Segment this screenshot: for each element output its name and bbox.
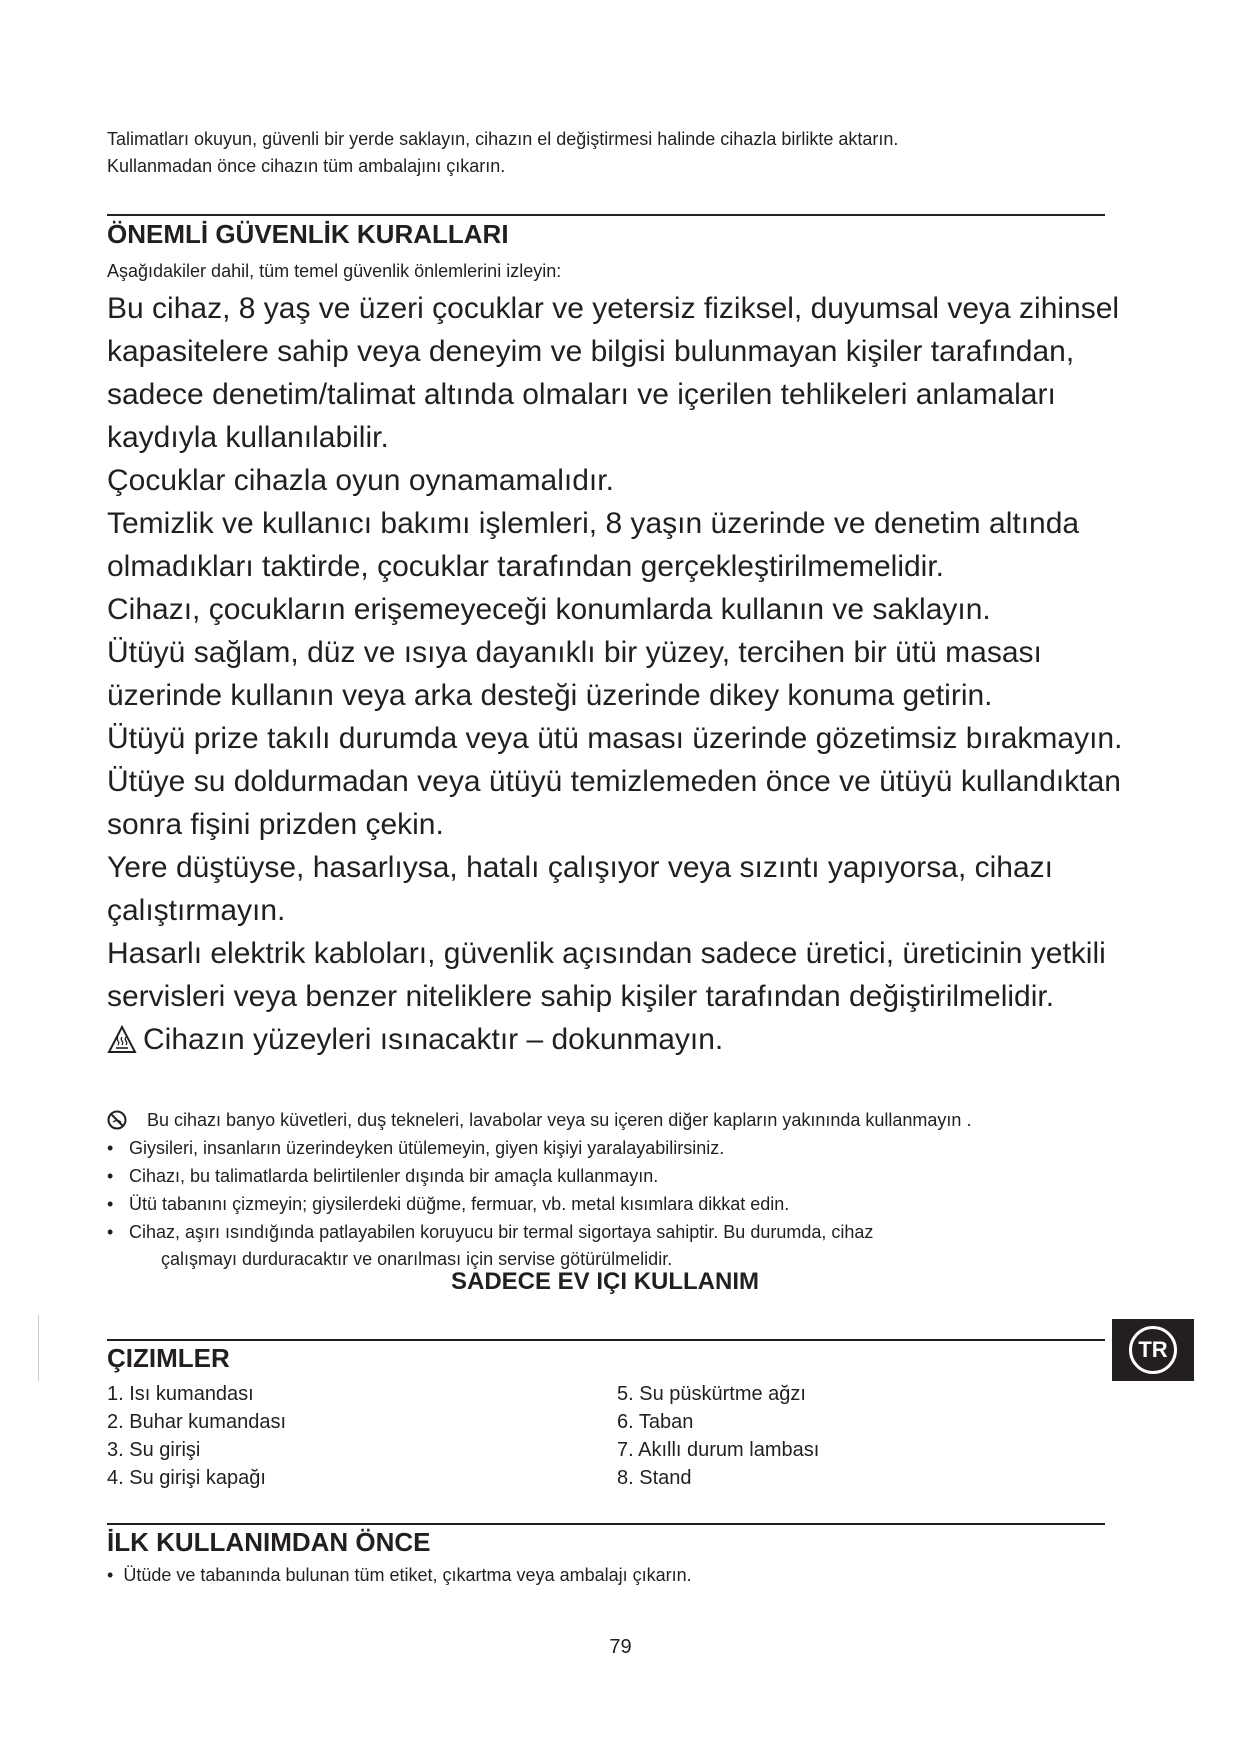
- safety-rule: Çocuklar cihazla oyun oynamamalıdır.: [107, 464, 614, 497]
- list-item: [107, 1162, 1137, 1190]
- section-divider: [107, 1339, 1105, 1341]
- list-item: 2. Buhar kumandası: [107, 1411, 286, 1433]
- list-item-text: Cihazı, bu talimatlarda belirtilenler dışında bir amaçla kullanmayın.: [129, 1166, 659, 1186]
- first-use-list: [107, 1565, 692, 1586]
- safety-rule: Ütüye su doldurmadan veya ütüyü temizlemeden önce ve ütüyü kullandıktan sonra fişini prizden çekin.: [107, 765, 1121, 841]
- language-code: TR: [1129, 1326, 1177, 1374]
- list-item-text: Cihaz, aşırı ısındığında patlayabilen koruyucu bir termal sigortaya sahiptir. Bu durumda, cihaz: [129, 1222, 874, 1242]
- bullet-mark: •: [107, 1138, 114, 1158]
- safety-rule: Cihazı, çocukların erişemeyeceği konumlarda kullanın ve saklayın.: [107, 593, 991, 626]
- list-item: 7. Akıllı durum lambası: [617, 1439, 820, 1461]
- hot-surface-warning: [107, 1018, 1127, 1061]
- safety-rule: Hasarlı elektrik kabloları, güvenlik açısından sadece üretici, üreticinin yetkili servisleri veya benzer niteliklere sahip kişiler tarafından değiştirilmelidir.: [107, 937, 1106, 1013]
- safety-notes: [107, 1106, 1137, 1272]
- page-number: 79: [609, 1636, 632, 1658]
- section-divider: [107, 1523, 1105, 1525]
- hot-surface-warning-icon: [107, 1025, 137, 1055]
- list-item: [107, 1134, 1137, 1162]
- bullet-mark: •: [107, 1222, 114, 1242]
- list-item-text: Ütü tabanını çizmeyin; giysilerdeki düğme, fermuar, vb. metal kısımlara dikkat edin.: [129, 1194, 790, 1214]
- safety-heading: ÖNEMLİ GÜVENLİK KURALLARI: [107, 219, 509, 249]
- no-water-icon: [107, 1110, 127, 1130]
- first-use-heading: İLK KULLANIMDAN ÖNCE: [107, 1527, 431, 1557]
- bullet-mark: •: [107, 1565, 114, 1585]
- section-divider: [107, 214, 1105, 216]
- scan-artifact-line: [38, 1315, 39, 1381]
- bullet-mark: •: [107, 1194, 114, 1214]
- intro-line: Kullanmadan önce cihazın tüm ambalajını çıkarın.: [107, 156, 506, 176]
- list-item-text: Ütüde ve tabanında bulunan tüm etiket, çıkartma veya ambalajı çıkarın.: [123, 1565, 692, 1585]
- drawings-heading: ÇIZIMLER: [107, 1343, 230, 1373]
- list-item: 3. Su girişi: [107, 1439, 201, 1461]
- safety-rule: Temizlik ve kullanıcı bakımı işlemleri, 8 yaşın üzerinde ve denetim altında olmadıkları taktirde, çocuklar tarafından gerçekleştirilmemelidir.: [107, 507, 1080, 583]
- safety-rule: Ütüyü prize takılı durumda veya ütü masası üzerinde gözetimsiz bırakmayın.: [107, 722, 1123, 755]
- bullet-mark: •: [107, 1166, 114, 1186]
- hot-surface-text: Cihazın yüzeyleri ısınacaktır – dokunmayın.: [143, 1023, 724, 1056]
- list-item-text: Giysileri, insanların üzerindeyken ütülemeyin, giyen kişiyi yaralayabilirsiniz.: [129, 1138, 725, 1158]
- list-item: 1. Isı kumandası: [107, 1383, 254, 1405]
- safety-rule: Yere düştüyse, hasarlıysa, hatalı çalışıyor veya sızıntı yapıyorsa, cihazı çalıştırmayın.: [107, 851, 1054, 927]
- list-item: 6. Taban: [617, 1411, 694, 1433]
- list-item: [107, 1218, 1137, 1246]
- bath-warning: [107, 1106, 1137, 1134]
- intro-text: [107, 126, 898, 180]
- list-item: 4. Su girişi kapağı: [107, 1467, 266, 1489]
- intro-line: Talimatları okuyun, güvenli bir yerde saklayın, cihazın el değiştirmesi halinde cihazla birlikte aktarın.: [107, 129, 899, 149]
- list-item: [107, 1565, 692, 1586]
- list-item: 5. Su püskürtme ağzı: [617, 1383, 806, 1405]
- safety-subtitle: Aşağıdakiler dahil, tüm temel güvenlik önlemlerini izleyin:: [107, 261, 562, 281]
- safety-rule: Bu cihaz, 8 yaş ve üzeri çocuklar ve yetersiz fiziksel, duyumsal veya zihinsel kapasitelere sahip veya deneyim ve bilgisi bulunmayan kişiler tarafından, sadece denetim/talimat altında olmaları ve içerilen tehlikeleri anlamaları kaydıyla kullanılabilir.: [107, 292, 1120, 454]
- language-badge: [1112, 1319, 1194, 1381]
- parts-list-left: [107, 1380, 286, 1492]
- household-use-heading: SADECE EV IÇI KULLANIM: [450, 1268, 759, 1295]
- safety-rule: Ütüyü sağlam, düz ve ısıya dayanıklı bir yüzey, tercihen bir ütü masası üzerinde kullanın veya arka desteği üzerinde dikey konuma getirin.: [107, 636, 1042, 712]
- parts-list-right: [617, 1380, 819, 1492]
- bath-warning-text: Bu cihazı banyo küvetleri, duş tekneleri, lavabolar veya su içeren diğer kapların yakınında kullanmayın .: [147, 1110, 972, 1130]
- list-item: [107, 1190, 1137, 1218]
- list-item-continuation: çalışmayı durduracaktır ve onarılması için servise götürülmelidir.: [161, 1249, 673, 1269]
- safety-rules: [107, 287, 1127, 1061]
- list-item: 8. Stand: [617, 1467, 692, 1489]
